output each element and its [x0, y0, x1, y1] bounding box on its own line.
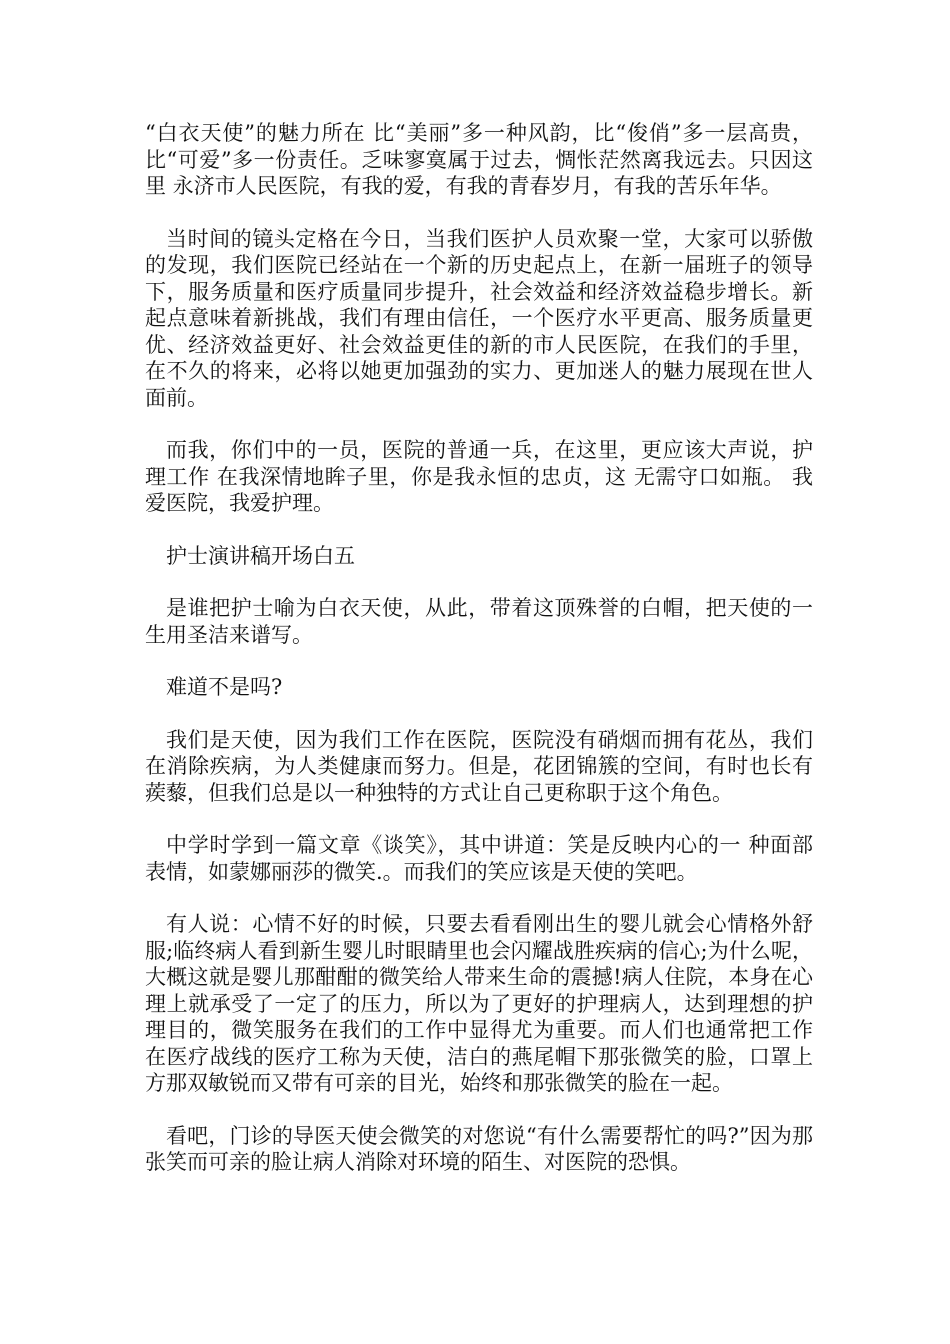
paragraph-8: 有人说：心情不好的时候，只要去看看刚出生的婴儿就会心情格外舒服;临终病人看到新生婴儿时眼睛里也会闪耀战胜疾病的信心;为什么呢，大概这就是婴儿那酣酣的微笑给人带来生命的震撼!病人住院，本身在心理上就承受了一定了的压力，所以为了更好的护理病人，达到理想的护理目的，微笑服务在我们的工作中显得尤为重要。而人们也通常把工作在医疗战线的医疗工称为天使，洁白的燕尾帽下那张微笑的脸，口罩上方那双敏锐而又带有可亲的目光，始终和那张微笑的脸在一起。 — [145, 912, 813, 1095]
paragraph-5: 难道不是吗? — [166, 675, 283, 699]
section-heading: 护士演讲稿开场白五 — [166, 543, 355, 568]
document-page — [145, 120, 813, 1202]
paragraph-1: “白衣天使”的魅力所在 比“美丽”多一种风韵，比“俊俏”多一层高贵，比“可爱”多一份责任。乏味寥寞属于过去，惆怅茫然离我远去。只因这里 永济市人民医院，有我的爱，有我的青春岁月，有我的苦乐年华。 — [145, 121, 813, 198]
paragraph-9: 看吧，门诊的导医天使会微笑的对您说“有什么需要帮忙的吗?”因为那张笑而可亲的脸让病人消除对环境的陌生、对医院的恐惧。 — [145, 1123, 813, 1174]
paragraph-2: 当时间的镜头定格在今日，当我们医护人员欢聚一堂，大家可以骄傲的发现，我们医院已经站在一个新的历史起点上，在新一届班子的领导下，服务质量和医疗质量同步提升，社会效益和经济效益稳步增长。新起点意味着新挑战，我们有理由信任，一个医疗水平更高、服务质量更优、经济效益更好、社会效益更佳的新的市人民医院，在我们的手里，在不久的将来，必将以她更加强劲的实力、更加迷人的魅力展现在世人面前。 — [145, 226, 813, 410]
paragraph-6: 我们是天使，因为我们工作在医院，医院没有硝烟而拥有花丛，我们在消除疾病，为人类健康而努力。但是，花团锦簇的空间，有时也长有蒺藜，但我们总是以一种独特的方式让自己更称职于这个角色。 — [145, 727, 813, 805]
paragraph-3: 而我，你们中的一员，医院的普通一兵，在这里，更应该大声说，护理工作 在我深情地眸子里，你是我永恒的忠贞，这 无需守口如瓶。 我爱医院，我爱护理。 — [145, 438, 813, 515]
paragraph-7: 中学时学到一篇文章《谈笑》，其中讲道：笑是反映内心的一 种面部表情，如蒙娜丽莎的微笑.。而我们的笑应该是天使的笑吧。 — [145, 833, 813, 884]
paragraph-4: 是谁把护士喻为白衣天使，从此，带着这顶殊誉的白帽，把天使的一生用圣洁来谱写。 — [145, 596, 813, 647]
